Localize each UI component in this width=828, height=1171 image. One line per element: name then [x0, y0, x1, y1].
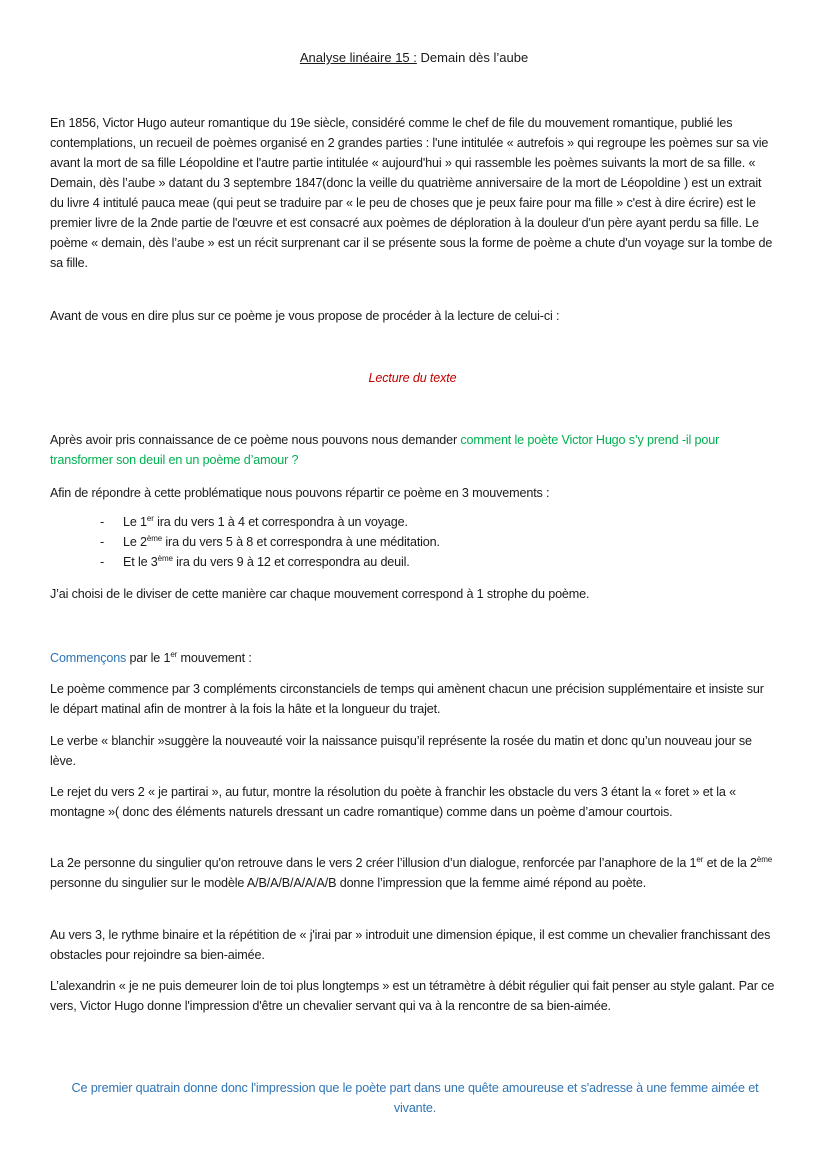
- paragraph-complements: Le poème commence par 3 compléments circonstanciels de temps qui amènent chacun une précision supplémentaire et insiste sur le départ matinal afin de montrer à la fois la hâte et la longueur du trajet.: [50, 682, 764, 716]
- list-item: [50, 512, 440, 532]
- problematique-question: comment le poète Victor Hugo s’y prend -il pour transformer son deuil en un poème d’amour ?: [50, 433, 720, 467]
- document-title: [0, 50, 828, 65]
- superscript: er: [170, 650, 178, 659]
- item-text: ira du vers 5 à 8 et correspondra à une méditation.: [162, 535, 440, 549]
- paragraph-vers3: Au vers 3, le rythme binaire et la répétition de « j'irai par » introduit une dimension épique, il est comme un chevalier franchissant des obstacles pour rejoindre sa bien-aimée.: [50, 928, 771, 962]
- item-text: ira du vers 1 à 4 et correspondra à un voyage.: [153, 515, 408, 529]
- dash-bullet: -: [100, 555, 105, 569]
- text: et de la 2: [703, 856, 757, 870]
- superscript: ème: [146, 534, 163, 543]
- paragraph-personne: [50, 853, 775, 893]
- paragraph-blanchir: Le verbe « blanchir »suggère la nouveauté voir la naissance puisqu’il représente la rosée du matin et donc qu’un nouveau jour se lève.: [50, 734, 752, 768]
- paragraph-alexandrin: L’alexandrin « je ne puis demeurer loin de toi plus longtemps » est un tétramètre à débit régulier qui fait penser au style galant. Par ce vers, Victor Hugo donne l'impression d'être un chevalier servant qui va à la rencontre de sa bien-aimée.: [50, 979, 775, 1013]
- superscript: er: [696, 855, 704, 864]
- title-rest: Demain dès l’aube: [416, 50, 529, 65]
- item-text: Le 2: [123, 535, 147, 549]
- title-underlined: Analyse linéaire 15 :: [299, 50, 417, 65]
- dash-bullet: -: [100, 515, 105, 529]
- superscript: er: [146, 514, 154, 523]
- item-text: ira du vers 9 à 12 et correspondra au deuil.: [172, 555, 410, 569]
- commencons-text: par le 1: [126, 651, 171, 665]
- item-text: Le 1: [123, 515, 147, 529]
- intro-paragraph: En 1856, Victor Hugo auteur romantique du 19e siècle, considéré comme le chef de file du mouvement romantique, publié les contemplations, un recueil de poèmes organisé en 2 grandes parties : l'une intitulée « autrefois » qui regroupe les poèmes sur sa vie avant la mort de sa fille Léopoldine et l'autre partie intitulée « aujourd'hui » qui rassemble les poèmes suivants la mort de sa fille. « Demain, dès l’aube » datant du 3 septembre 1847(donc la veille du quatrième anniversaire de la mort de Léopoldine ) est un extrait du livre 4 intitulé pauca meae (qui peut se traduire par « le peu de choses que je peux faire pour ma fille » c'est à dire écrire) est le premier livre de la 2nde partie de l'œuvre et est consacré aux poèmes de déploration à la douleur d'un père ayant perdu sa fille. Le poème « demain, dès l’aube » est un récit surprenant car il se présente sous la forme de poème a chute d'un voyage sur la tombe de sa fille.: [50, 116, 773, 270]
- commencons-heading: [50, 648, 252, 668]
- superscript: ème: [756, 855, 773, 864]
- lecture-heading: Lecture du texte: [368, 371, 457, 385]
- superscript: ème: [157, 554, 173, 563]
- choix-paragraph: J’ai choisi de le diviser de cette manière car chaque mouvement correspond à 1 strophe du poème.: [50, 587, 590, 601]
- conclusion-paragraph: Ce premier quatrain donne donc l'impression que le poète part dans une quête amoureuse et s'adresse à une femme aimée et vivante.: [71, 1081, 759, 1115]
- text: La 2e personne du singulier qu'on retrouve dans le vers 2 créer l’illusion d’un dialogue, renforcée par l’anaphore de la 1: [50, 856, 697, 870]
- text: personne du singulier sur le modèle A/B/A/B/A/A/A/B donne l’impression que la femme aimé répond au poète.: [50, 876, 647, 890]
- commencons-word: Commençons: [50, 651, 127, 665]
- problematique-intro: Après avoir pris connaissance de ce poème nous pouvons nous demander: [50, 433, 461, 447]
- dash-bullet: -: [100, 535, 105, 549]
- commencons-text: mouvement :: [177, 651, 252, 665]
- avant-paragraph: Avant de vous en dire plus sur ce poème je vous propose de procéder à la lecture de celui-ci :: [50, 309, 560, 323]
- mouvements-list: [50, 512, 440, 572]
- paragraph-rejet: Le rejet du vers 2 « je partirai », au futur, montre la résolution du poète à franchir les obstacle du vers 3 étant la « foret » et la « montagne »( donc des éléments naturels dressant un cadre romantique) comme dans un poème d’amour courtois.: [50, 785, 736, 819]
- item-text: Et le 3: [123, 555, 158, 569]
- list-item: [50, 552, 440, 572]
- list-item: [50, 532, 440, 552]
- problematique-paragraph: [50, 430, 775, 470]
- afin-paragraph: Afin de répondre à cette problématique nous pouvons répartir ce poème en 3 mouvements :: [50, 486, 550, 500]
